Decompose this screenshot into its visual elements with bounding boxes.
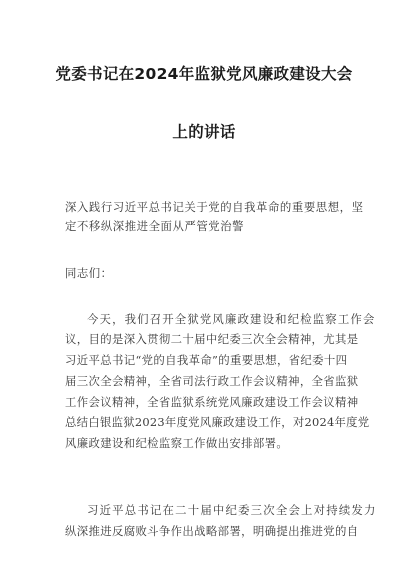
paragraph-1-line-2: 议，目的是深入贯彻二十届中纪委三次全会精神，尤其是 (65, 332, 359, 346)
paragraph-1-line-4: 届三次全会精神，全省司法行政工作会议精神，全省监狱 (65, 374, 359, 388)
paragraph-1-line-1: 今天，我们召开全狱党风廉政建设和纪检监察工作会 (87, 312, 376, 326)
document-title-line-1: 党委书记在2024年监狱党风廉政建设大会 (55, 65, 353, 83)
document-title-line-2: 上的讲话 (172, 123, 236, 141)
subtitle-line-1: 深入践行习近平总书记关于党的自我革命的重要思想，坚 (65, 200, 364, 214)
paragraph-1-line-3: 习近平总书记“党的自我革命”的重要思想，省纪委十四 (65, 353, 348, 367)
paragraph-1-line-7: 风廉政建设和纪检监察工作做出安排部署。 (65, 436, 289, 450)
paragraph-1-line-6: 总结白银监狱2023年度党风廉政建设工作，对2024年度党 (65, 415, 370, 429)
paragraph-1-line-5: 工作会议精神，全省监狱系统党风廉政建设工作会议精神 (65, 395, 359, 409)
greeting: 同志们： (65, 266, 113, 280)
subtitle-line-2: 定不移纵深推进全面从严管党治警 (65, 219, 245, 233)
paragraph-2-line-2: 纵深推进反腐败斗争作出战略部署，明确提出推进党的自 (65, 524, 359, 538)
paragraph-2-line-1: 习近平总书记在二十届中纪委三次全会上对持续发力 (87, 503, 377, 517)
